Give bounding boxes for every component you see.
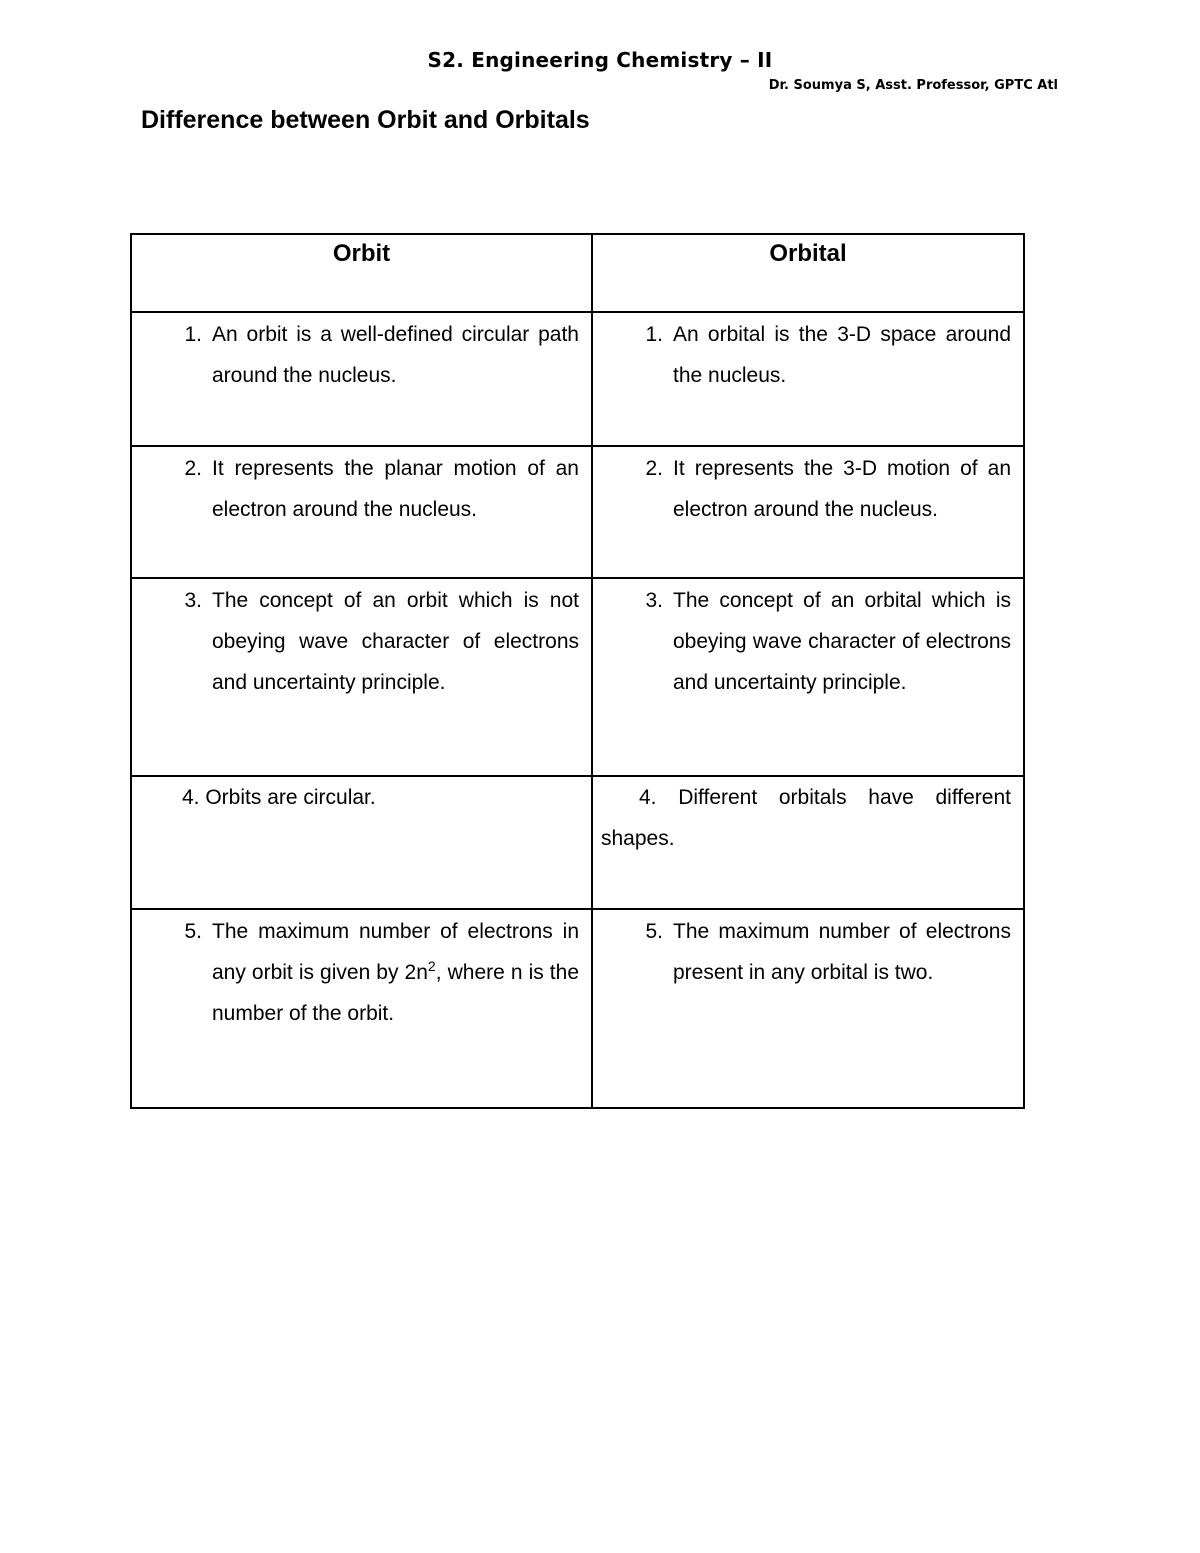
item-number: 1. [184, 323, 202, 346]
document-heading: Difference between Orbit and Orbitals [141, 106, 590, 134]
table-row [131, 446, 1024, 578]
orbit-point: 4. Orbits are circular. [182, 786, 376, 809]
orbit-point-text-a: The maximum number of electrons in any orbit is given by 2n [212, 920, 579, 984]
item-number: 5. [184, 920, 202, 943]
item-number: 2. [184, 457, 202, 480]
orbital-point: The concept of an orbital which is obeying wave character of electrons and uncertainty principle. [673, 589, 1011, 694]
orbital-point: It represents the 3-D motion of an electron around the nucleus. [673, 457, 1011, 521]
superscript: 2 [427, 958, 436, 974]
table-row [131, 776, 1024, 909]
orbit-point-text-b: , where n is the number of the orbit. [212, 961, 579, 1025]
orbital-point: 4. Different orbitals have different shapes. [601, 786, 1011, 850]
orbital-cell [592, 578, 1024, 776]
item-number: 1. [645, 323, 663, 346]
item-number: 5. [645, 920, 663, 943]
orbit-cell [131, 578, 592, 776]
course-title: S2. Engineering Chemistry – II [427, 48, 773, 72]
orbital-cell [592, 776, 1024, 909]
table-row [131, 312, 1024, 446]
author-line: Dr. Soumya S, Asst. Professor, GPTC Atl [768, 78, 1058, 93]
orbital-cell [592, 909, 1024, 1108]
table-header-row [131, 234, 1024, 312]
orbit-cell [131, 776, 592, 909]
item-number: 3. [645, 589, 663, 612]
orbit-cell [131, 909, 592, 1108]
orbital-cell [592, 446, 1024, 578]
orbital-point: An orbital is the 3-D space around the nucleus. [673, 323, 1011, 387]
column-header-orbital: Orbital [592, 234, 1024, 312]
orbit-cell [131, 446, 592, 578]
table-row [131, 909, 1024, 1108]
orbit-cell [131, 312, 592, 446]
orbit-point: It represents the planar motion of an electron around the nucleus. [212, 457, 579, 521]
orbit-point [212, 911, 591, 1034]
orbit-point: The concept of an orbit which is not obeying wave character of electrons and uncertainty principle. [212, 589, 579, 694]
column-header-orbit: Orbit [131, 234, 592, 312]
item-number: 3. [184, 589, 202, 612]
orbit-point: An orbit is a well-defined circular path around the nucleus. [212, 323, 579, 387]
item-number: 2. [645, 457, 663, 480]
comparison-table [130, 233, 1025, 1109]
table-row [131, 578, 1024, 776]
orbital-point: The maximum number of electrons present in any orbital is two. [673, 920, 1011, 984]
orbital-cell [592, 312, 1024, 446]
